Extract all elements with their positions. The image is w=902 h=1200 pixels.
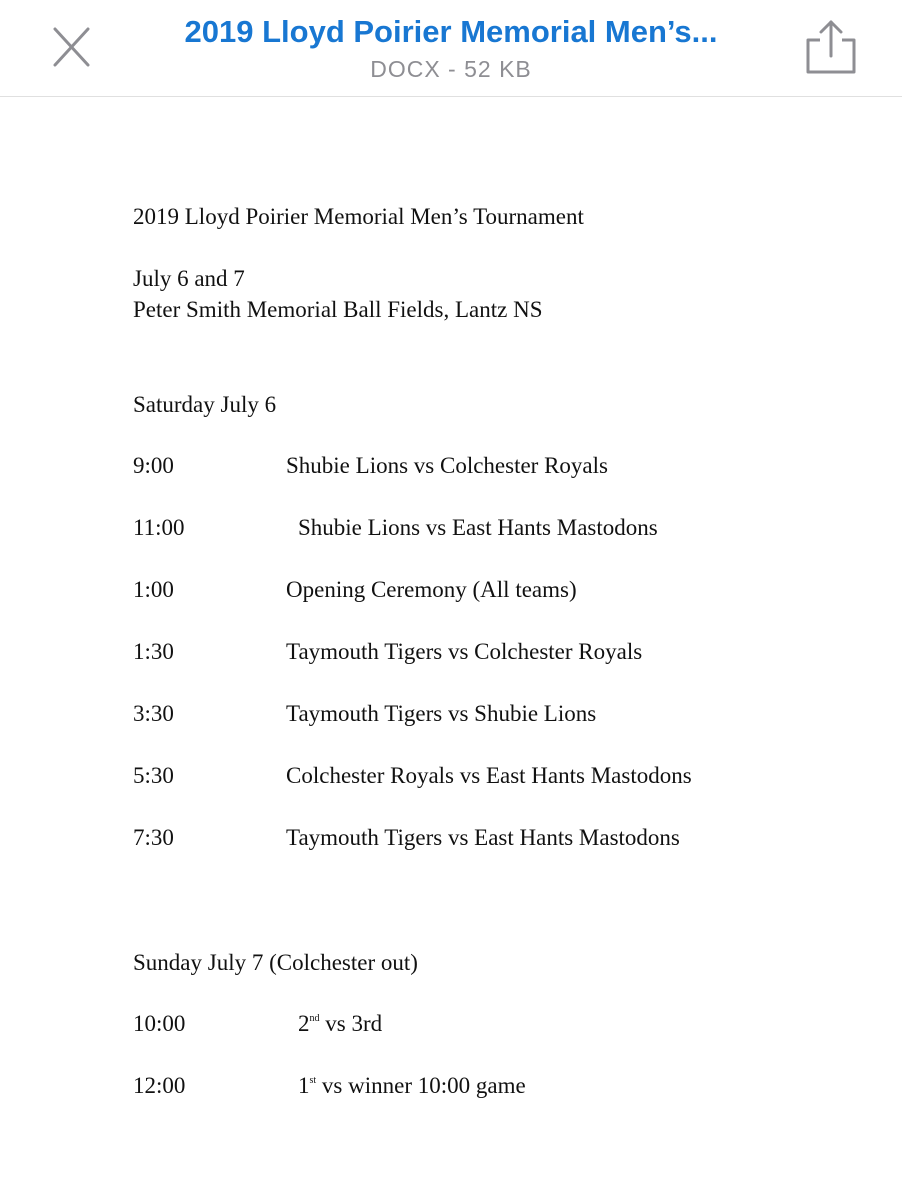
game-time: 1:30 <box>133 639 174 664</box>
game-time: 9:00 <box>133 453 174 478</box>
game-matchup: Taymouth Tigers vs Colchester Royals <box>286 639 643 664</box>
game-time: 5:30 <box>133 763 174 788</box>
game-time: 12:00 <box>133 1073 186 1098</box>
game-matchup: Opening Ceremony (All teams) <box>286 577 577 602</box>
share-icon <box>800 16 862 78</box>
game-matchup: Colchester Royals vs East Hants Mastodons <box>286 763 692 788</box>
game-matchup: Taymouth Tigers vs Shubie Lions <box>286 701 597 726</box>
document-title: 2019 Lloyd Poirier Memorial Men’s... <box>184 14 718 49</box>
saturday-heading: Saturday July 6 <box>133 392 277 417</box>
navigation-bar <box>0 0 902 97</box>
share-button[interactable] <box>800 16 862 78</box>
tournament-location: Peter Smith Memorial Ball Fields, Lantz NS <box>133 297 543 322</box>
matchup-rest: vs 3rd <box>319 1011 383 1036</box>
document-body <box>0 97 902 1200</box>
game-time: 3:30 <box>133 701 174 726</box>
tournament-heading: 2019 Lloyd Poirier Memorial Men’s Tournament <box>133 204 584 229</box>
game-matchup <box>298 1009 382 1039</box>
close-icon <box>46 26 96 70</box>
sunday-heading: Sunday July 7 (Colchester out) <box>133 950 418 975</box>
ordinal-suffix: st <box>309 1075 317 1086</box>
seed-number: 1 <box>298 1073 310 1098</box>
game-matchup: Shubie Lions vs East Hants Mastodons <box>298 515 658 540</box>
matchup-rest: vs winner 10:00 game <box>316 1073 526 1098</box>
close-button[interactable] <box>46 26 96 70</box>
tournament-dates: July 6 and 7 <box>133 266 245 291</box>
game-matchup: Taymouth Tigers vs East Hants Mastodons <box>286 825 680 850</box>
game-time: 11:00 <box>133 515 185 540</box>
game-time: 10:00 <box>133 1011 186 1036</box>
seed-number: 2 <box>298 1011 310 1036</box>
document-meta: DOCX - 52 KB <box>370 56 532 82</box>
game-time: 1:00 <box>133 577 174 602</box>
game-time: 7:30 <box>133 825 174 850</box>
game-matchup <box>298 1071 526 1101</box>
game-matchup: Shubie Lions vs Colchester Royals <box>286 453 608 478</box>
ordinal-suffix: nd <box>309 1013 320 1024</box>
